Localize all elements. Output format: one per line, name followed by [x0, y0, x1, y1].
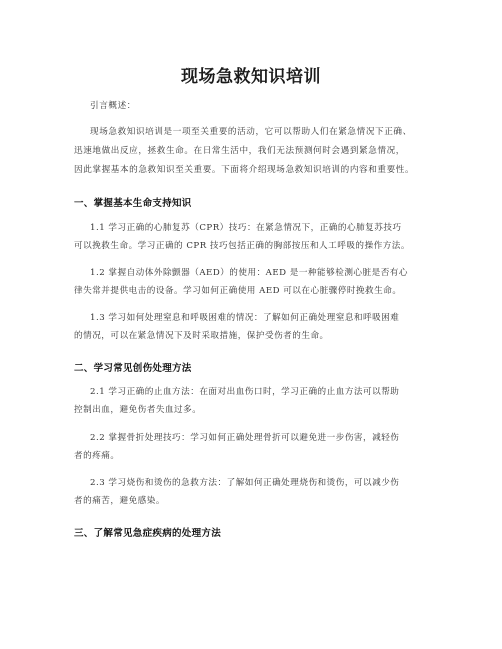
- section-1-heading: 一、掌握基本生命支持知识: [74, 198, 192, 209]
- section-2-1-line-1: 2.1 学习正确的止血方法：在面对出血伤口时，学习正确的止血方法可以帮助: [90, 387, 400, 397]
- section-1-3-line-2: 的情况，可以在紧急情况下及时采取措施，保护受伤者的生命。: [74, 331, 329, 341]
- document-title: 现场急救知识培训: [181, 67, 321, 87]
- section-2-3-line-1: 2.3 学习烧伤和烫伤的急救方法：了解如何正确处理烧伤和烫伤，可以减少伤: [90, 478, 400, 488]
- section-2-1-line-2: 控制出血，避免伤者失血过多。: [74, 405, 202, 415]
- section-1-3-line-1: 1.3 学习如何处理窒息和呼吸困难的情况：了解如何正确处理窒息和呼吸困难: [90, 313, 400, 323]
- section-2-2-line-2: 者的疼痛。: [74, 451, 120, 461]
- section-1-1-line-2: 可以挽救生命。学习正确的 CPR 技巧包括正确的胸部按压和人工呼吸的操作方法。: [74, 241, 410, 251]
- section-1-1-line-1: 1.1 学习正确的心肺复苏（CPR）技巧：在紧急情况下，正确的心肺复苏技巧: [90, 223, 402, 233]
- section-2-2-line-1: 2.2 掌握骨折处理技巧：学习如何正确处理骨折可以避免进一步伤害，减轻伤: [90, 433, 400, 443]
- intro-line-1: 现场急救知识培训是一项至关重要的活动，它可以帮助人们在紧急情况下正确、: [90, 127, 412, 137]
- section-2-3-line-2: 者的痛苦，避免感染。: [74, 496, 165, 506]
- section-1-2-line-1: 1.2 掌握自动体外除颤器（AED）的使用：AED 是一种能够检测心脏是否有心: [90, 268, 408, 278]
- intro-label: 引言概述：: [90, 101, 136, 111]
- intro-line-2: 迅速地做出反应，拯救生命。在日常生活中，我们无法预测何时会遇到紧急情况，: [74, 146, 405, 156]
- section-1-2-line-2: 律失常并提供电击的设备。学习如何正确使用 AED 可以在心脏骤停时挽救生命。: [74, 286, 402, 296]
- intro-line-3: 因此掌握基本的急救知识至关重要。下面将介绍现场急救知识培训的内容和重要性。: [74, 165, 415, 175]
- section-3-heading: 三、了解常见急症疾病的处理方法: [74, 528, 222, 539]
- section-2-heading: 二、学习常见创伤处理方法: [74, 363, 192, 374]
